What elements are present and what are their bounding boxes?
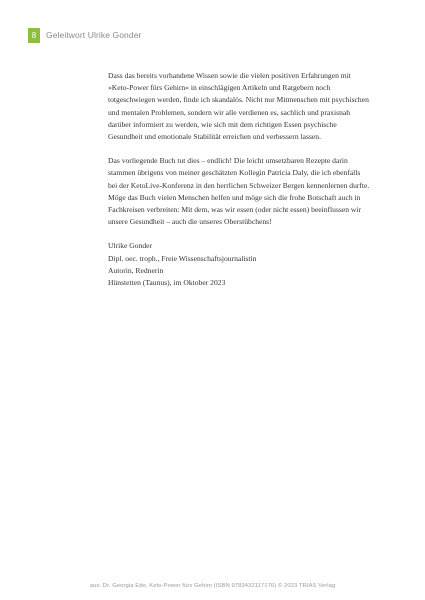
- signature-name: Ulrike Gonder: [108, 241, 153, 251]
- paragraph-2: Das vorliegende Buch tut dies – endlich! Die leicht umsetzbaren Rezepte darin stammen übrigens von meiner geschätzten Kollegin Patricia Daly, die ich ebenfalls bei der KetoLive-Konferenz in den herrlichen Schweizer Bergen kennenlernen durfte. Möge das Buch vielen Menschen helfen und möge sich die frohe Botschaft auch in Fachkreisen verbreiten: Mit dem, was wir essen (oder nicht essen) beeinflussen wir unsere Gesundheit – auch die unseres Oberstübchens!: [108, 156, 370, 227]
- page-number: 8: [28, 28, 40, 43]
- paragraph-1: Dass das bereits vorhandene Wissen sowie die vielen positiven Erfahrungen mit »Keto-Power fürs Gehirn« in einschlägigen Artikeln und Ratgebern noch totgeschwiegen werden, finde ich skandalös. Nicht nur Mitmenschen mit psychischen und mentalen Problemen, sondern wir alle verdienen es, sachlich und praxisnah darüber informiert zu werden, wie sich mit dem richtigen Essen psychische Gesundheit und emotionale Stabilität erreichen und verbessern lassen.: [108, 71, 369, 142]
- signature-block: [108, 240, 370, 289]
- main-text: [108, 70, 370, 289]
- signature-role: Autorin, Rednerin: [108, 265, 164, 275]
- footer-citation: aus: Dr. Georgia Ede, Keto-Power fürs Gehirn (ISBN 9783432117176) © 2023 TRIAS Verlag: [89, 583, 336, 589]
- running-head: Geleitwort Ulrike Gonder: [46, 30, 142, 40]
- signature-place-date: Hünstetten (Taunus), im Oktober 2023: [108, 278, 226, 288]
- signature-title: Dipl. oec. troph., Freie Wissenschaftsjournalistin: [108, 253, 257, 263]
